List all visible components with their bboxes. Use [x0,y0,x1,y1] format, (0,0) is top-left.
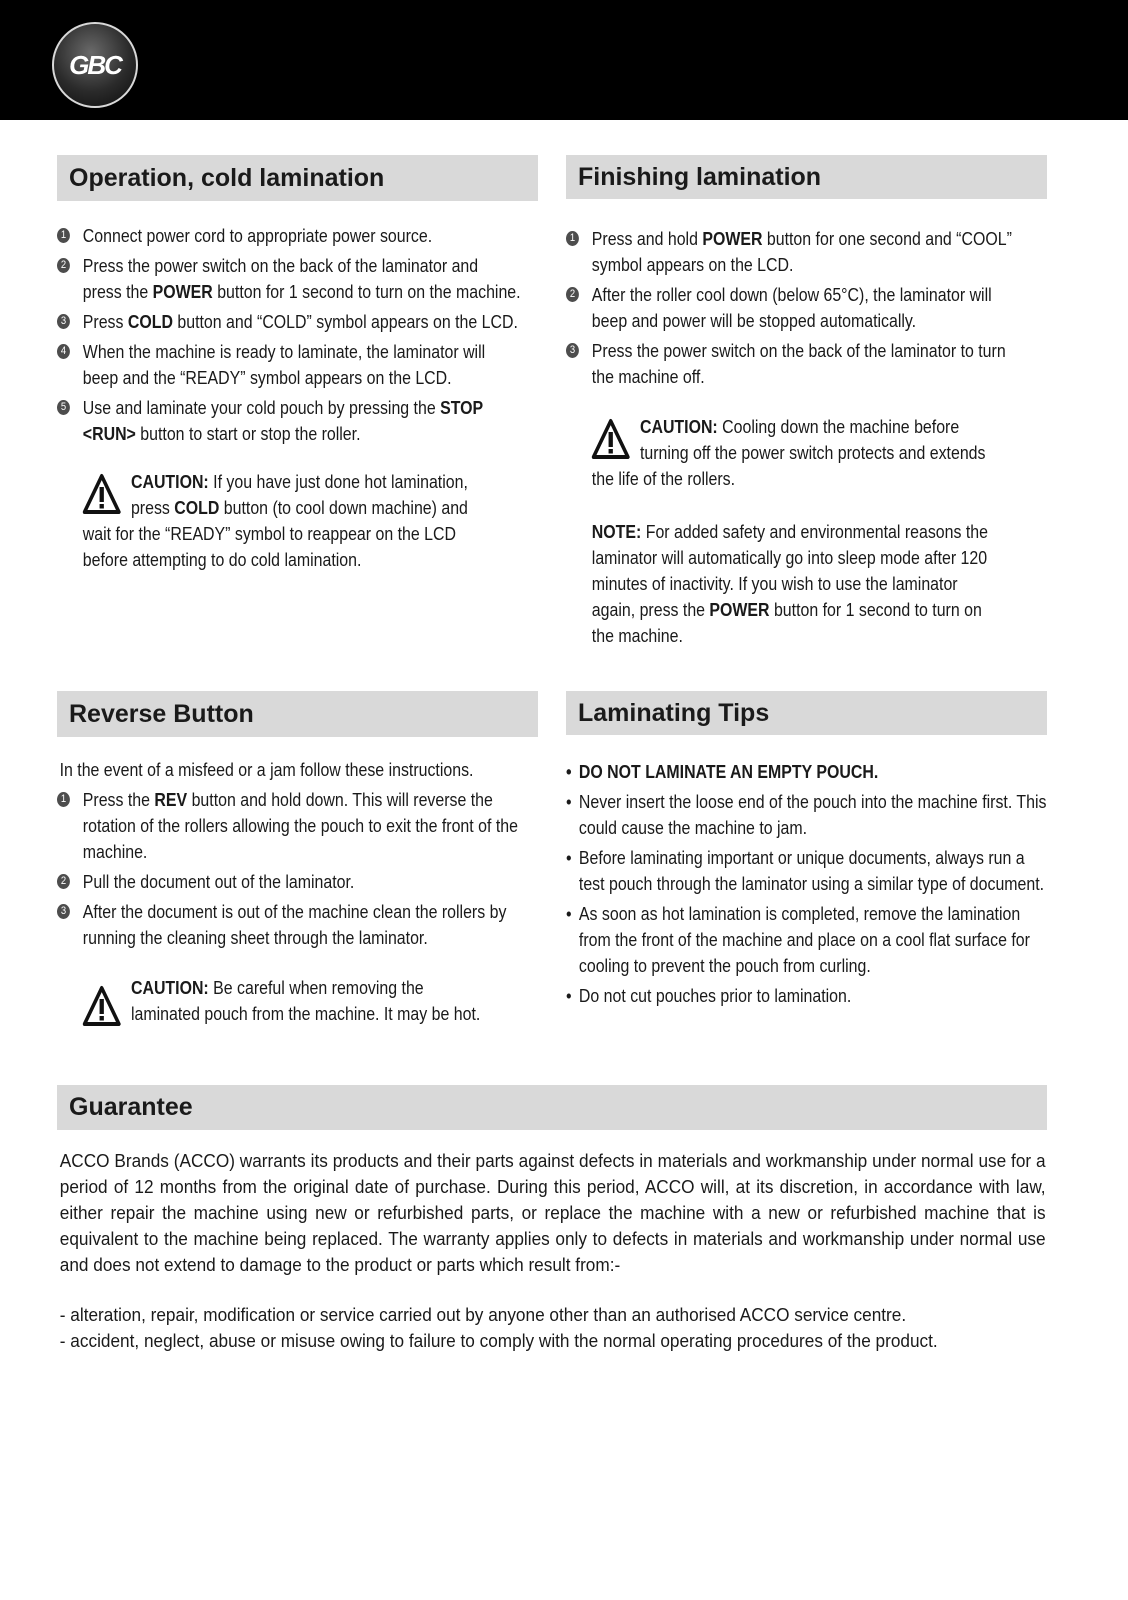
list-item: 1 Connect power cord to appropriate power source. [57,223,521,249]
section-title: Laminating Tips [566,691,1047,735]
section-laminating-tips [566,691,1047,1013]
reverse-steps [57,787,521,951]
step-number-icon: 5 [57,400,70,415]
list-item: 3 Press the power switch on the back of the laminator to turn the machine off. [566,338,1022,390]
list-item: 1 Press and hold POWER button for one second and “COOL” symbol appears on the LCD. [566,226,1022,278]
logo-text: GBC [69,49,121,80]
guarantee-exclusion: - alteration, repair, modification or service carried out by anyone other than an authorised ACCO service centre. [59,1304,907,1325]
section-title: Finishing lamination [566,155,1047,199]
reverse-intro: In the event of a misfeed or a jam follow these instructions. [59,759,474,780]
list-item: 4 When the machine is ready to laminate, the laminator will beep and the “READY” symbol appears on the LCD. [57,339,521,391]
section-cold-lamination [57,155,538,573]
list-item: 2 After the roller cool down (below 65°C), the laminator will beep and power will be stopped automatically. [566,282,1022,334]
finish-steps [566,226,1022,390]
gbc-logo [52,22,138,108]
list-item: 3 After the document is out of the machine clean the rollers by running the cleaning sheet through the laminator. [57,899,521,951]
step-number-icon: 4 [57,344,70,359]
list-item: 1 Press the REV button and hold down. This will reverse the rotation of the rollers allowing the pouch to exit the front of the machine. [57,787,521,865]
step-number-icon: 1 [566,231,579,246]
sleep-mode-note: NOTE: For added safety and environmental reasons the laminator will automatically go into sleep mode after 120 minutes of inactivity. If you wish to use the laminator again, press the POWER button for 1 second to turn on the machine. [591,521,989,646]
list-item: 5 Use and laminate your cold pouch by pressing the STOP <RUN> button to start or stop the roller. [57,395,521,447]
step-number-icon: 3 [566,343,579,358]
step-number-icon: 1 [57,792,70,807]
step-number-icon: 3 [57,904,70,919]
cold-steps [57,223,521,447]
step-number-icon: 3 [57,314,70,329]
list-item: 2 Pull the document out of the laminator. [57,869,521,895]
warning-triangle-icon [82,473,122,515]
section-title: Operation, cold lamination [57,155,538,201]
step-number-icon: 1 [57,228,70,243]
list-item: • Before laminating important or unique documents, always run a test pouch through the laminator using a similar type of document. [566,847,1045,894]
list-item: • As soon as hot lamination is completed, remove the lamination from the front of the machine and place on a cool flat surface for cooling to prevent the pouch from curling. [566,903,1030,976]
list-item: 3 Press COLD button and “COLD” symbol appears on the LCD. [57,309,521,335]
caution-note: CAUTION: Cooling down the machine before turning off the power switch protects and extends the life of the rollers. [591,416,986,489]
warning-triangle-icon [591,418,631,460]
section-finishing-lamination [566,155,1047,649]
step-number-icon: 2 [57,874,70,889]
guarantee-paragraph: ACCO Brands (ACCO) warrants its products and their parts against defects in materials and workmanship under normal use for a period of 12 months from the original date of purchase. During this period, ACCO will, at its discretion, in accordance with law, either repair the machine using new or refurbished parts, or replace the machine with a new or refurbished machine that is equivalent to the machine being replaced. The warranty applies only to defects in materials and workmanship under normal use and does not extend to damage to the product or parts which result from:- [59,1150,1046,1275]
step-number-icon: 2 [566,287,579,302]
tips-list [566,759,1048,1009]
caution-note: CAUTION: If you have just done hot lamination, press COLD button (to cool down machine) and wait for the “READY” symbol to reappear on the LCD before attempting to do cold lamination. [82,471,468,570]
section-title: Guarantee [57,1085,1047,1130]
list-item: • Never insert the loose end of the pouch into the machine first. This could cause the machine to jam. [566,791,1047,838]
step-number-icon: 2 [57,258,70,273]
section-title: Reverse Button [57,691,538,737]
caution-note: CAUTION: Be careful when removing the laminated pouch from the machine. It may be hot. [57,975,521,1027]
section-guarantee [57,1085,1047,1354]
top-banner [0,0,1128,120]
list-item: • DO NOT LAMINATE AN EMPTY POUCH. [566,761,879,782]
warning-triangle-icon [82,985,122,1027]
list-item: • Do not cut pouches prior to lamination. [566,985,852,1006]
section-reverse-button [57,691,538,1027]
list-item: 2 Press the power switch on the back of the laminator and press the POWER button for 1 second to turn on the machine. [57,253,521,305]
guarantee-exclusion: - accident, neglect, abuse or misuse owing to failure to comply with the normal operating procedures of the product. [59,1330,938,1351]
